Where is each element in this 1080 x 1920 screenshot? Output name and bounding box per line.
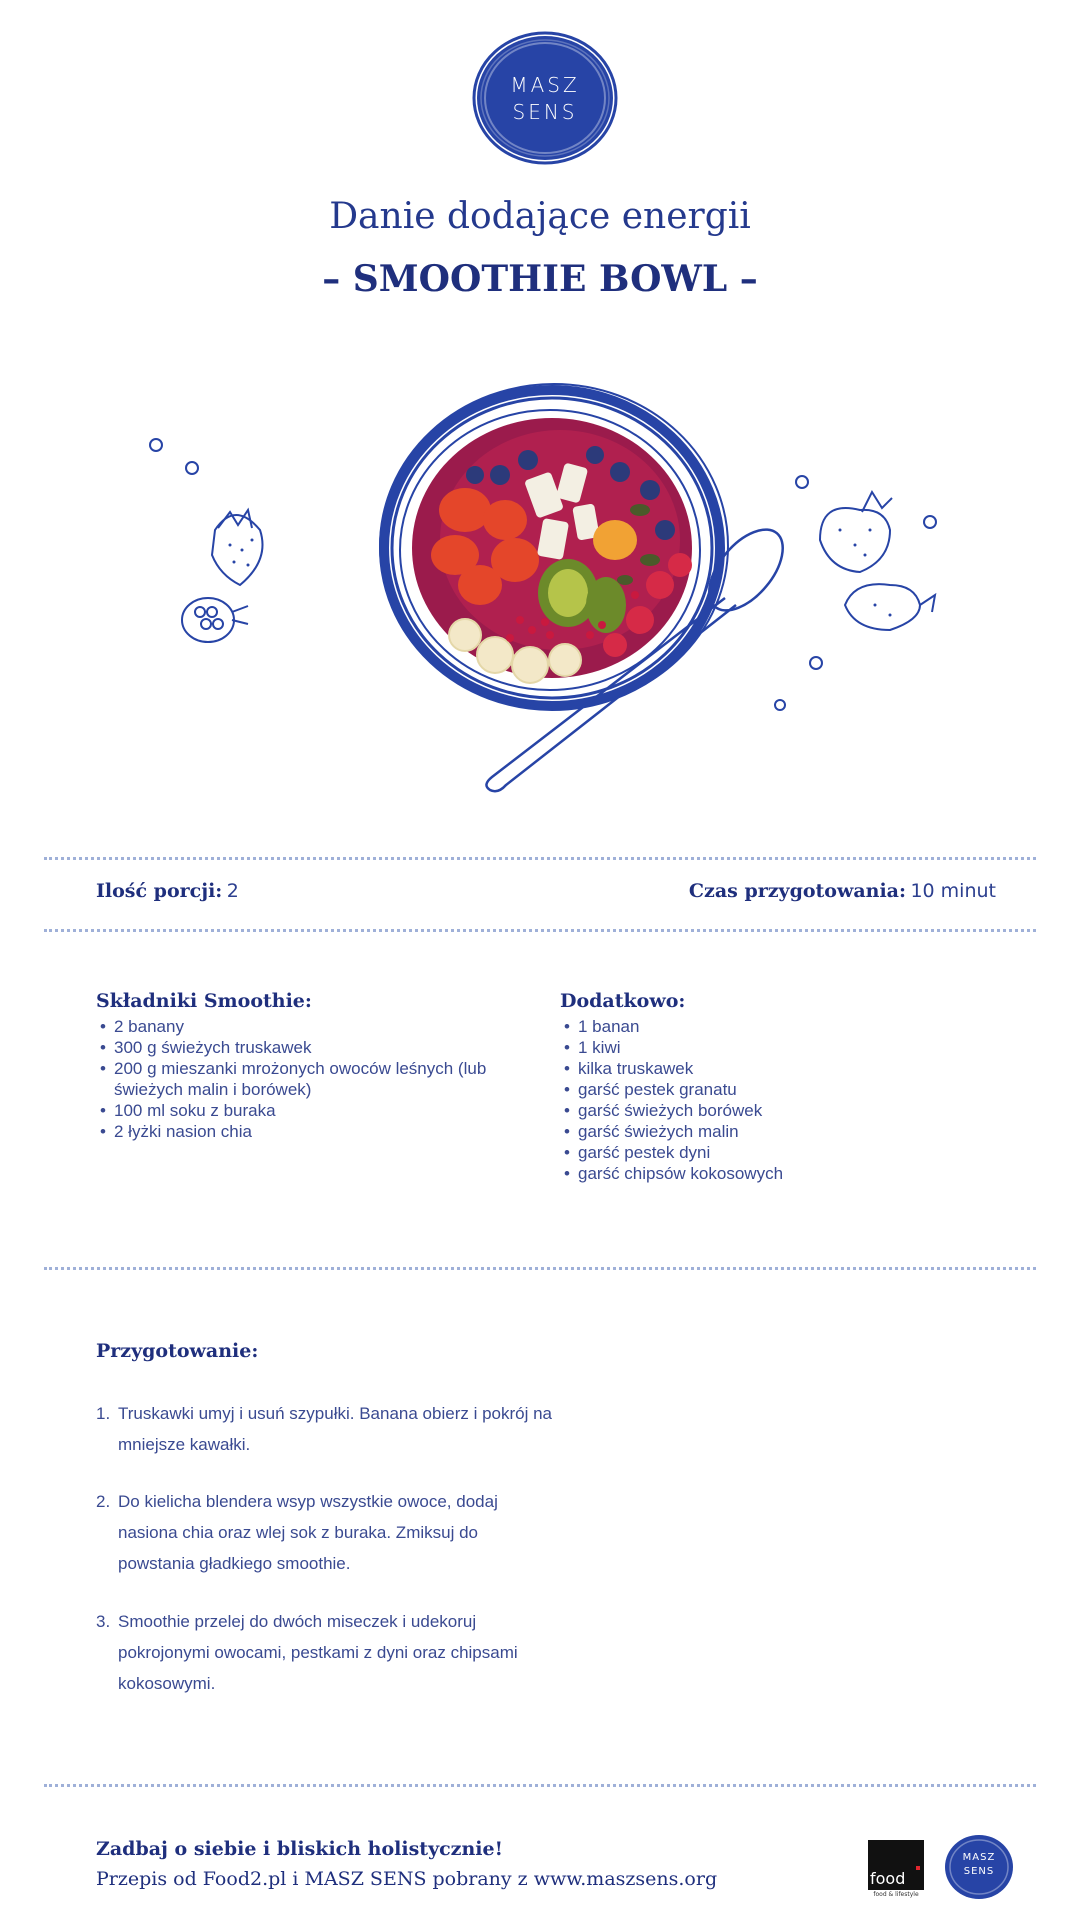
divider bbox=[44, 857, 1036, 860]
logo-text-line1: MASZ bbox=[510, 73, 580, 97]
food2-logo-text: food bbox=[870, 1869, 906, 1888]
footer-source: Przepis od Food2.pl i MASZ SENS pobrany z www.maszsens.org bbox=[96, 1868, 718, 1890]
food2-logo-dot bbox=[916, 1866, 920, 1870]
smoothie-bowl-icon bbox=[120, 380, 1000, 800]
divider bbox=[44, 1784, 1036, 1787]
page-subtitle: – SMOOTHIE BOWL – bbox=[322, 258, 758, 300]
logo-text-line2: SENS bbox=[512, 100, 578, 124]
footer-logo-line1: MASZ bbox=[962, 1852, 996, 1863]
step-text: Do kielicha blendera wsyp wszystkie owoce, dodaj nasiona chia oraz wlej sok z buraka. Zmiksuj do powstania gładkiego smoothie. bbox=[118, 1492, 498, 1573]
list-item: • 300 g świeżych truskawek bbox=[96, 1037, 526, 1058]
time-label: Czas przygotowania: bbox=[688, 880, 906, 902]
list-item: • garść świeżych malin bbox=[560, 1121, 960, 1142]
time-value: 10 minut bbox=[910, 880, 996, 902]
food2-logo bbox=[868, 1840, 924, 1900]
step-number: 2. bbox=[96, 1492, 111, 1511]
smoothie-bowl-illustration bbox=[120, 380, 1000, 800]
list-item: • kilka truskawek bbox=[560, 1058, 960, 1079]
logo-circle-icon bbox=[470, 28, 620, 168]
footer-logo-line2: SENS bbox=[963, 1866, 995, 1877]
time-info bbox=[689, 880, 996, 902]
list-item: • garść pestek granatu bbox=[560, 1079, 960, 1100]
list-item: • 1 banan bbox=[560, 1016, 960, 1037]
ingredients-extra-list bbox=[560, 1016, 960, 1184]
preparation-step bbox=[96, 1606, 556, 1699]
ingredients-extra bbox=[560, 990, 960, 1184]
list-item: • 200 g mieszanki mrożonych owoców leśnych (lub świeżych malin i borówek) bbox=[96, 1058, 526, 1100]
list-item: • 2 łyżki nasion chia bbox=[96, 1121, 526, 1142]
step-text: Smoothie przelej do dwóch miseczek i udekoruj pokrojonymi owocami, pestkami z dyni oraz chipsami kokosowymi. bbox=[118, 1612, 518, 1693]
list-item: • 1 kiwi bbox=[560, 1037, 960, 1058]
ingredients-smoothie bbox=[96, 990, 526, 1142]
portions-value: 2 bbox=[226, 880, 239, 902]
step-number: 1. bbox=[96, 1404, 111, 1423]
masz-sens-logo bbox=[470, 28, 620, 168]
step-text: Truskawki umyj i usuń szypułki. Banana obierz i pokrój na mniejsze kawałki. bbox=[118, 1404, 553, 1454]
divider bbox=[44, 1267, 1036, 1270]
list-item: • 2 banany bbox=[96, 1016, 526, 1037]
page-title: Danie dodające energii bbox=[329, 196, 751, 237]
portions-label: Ilość porcji: bbox=[96, 880, 223, 902]
list-item: • garść pestek dyni bbox=[560, 1142, 960, 1163]
masz-sens-footer-logo bbox=[942, 1832, 1016, 1902]
ingredients-extra-heading: Dodatkowo: bbox=[560, 990, 686, 1012]
ingredients-smoothie-heading: Składniki Smoothie: bbox=[96, 990, 312, 1012]
list-item: • garść chipsów kokosowych bbox=[560, 1163, 960, 1184]
preparation-step bbox=[96, 1486, 556, 1579]
preparation-step bbox=[96, 1398, 556, 1460]
food2-logo-sub: food & lifestyle bbox=[868, 1890, 924, 1900]
ingredients-smoothie-list bbox=[96, 1016, 526, 1142]
footer-slogan: Zadbaj o siebie i bliskich holistycznie! bbox=[96, 1838, 503, 1860]
step-number: 3. bbox=[96, 1612, 111, 1631]
divider bbox=[44, 929, 1036, 932]
preparation-heading: Przygotowanie: bbox=[96, 1340, 259, 1362]
list-item: • garść świeżych borówek bbox=[560, 1100, 960, 1121]
portions-info bbox=[96, 880, 239, 902]
list-item: • 100 ml soku z buraka bbox=[96, 1100, 526, 1121]
